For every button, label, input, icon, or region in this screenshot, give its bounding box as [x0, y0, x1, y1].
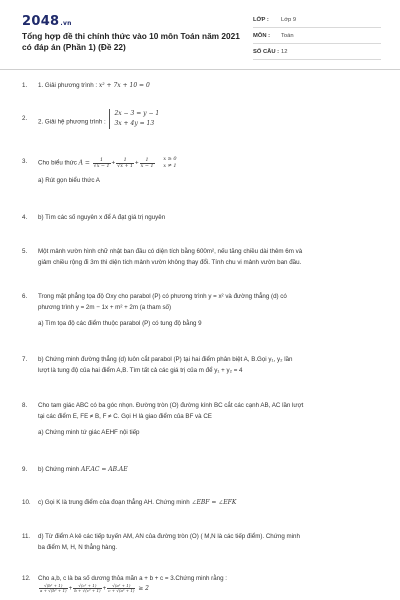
question-number: 11.: [22, 533, 31, 540]
question-number: 5.: [22, 248, 28, 255]
question-line: Trong mặt phẳng tọa độ Oxy cho parabol (P) có phương trình y = x² và đường thẳng (d) có: [38, 293, 287, 300]
question-line: Cho tam giác ABC có ba góc nhọn. Đường tròn (O) đường kính BC cắt các cạnh AB, AC lần lượt: [38, 402, 304, 409]
meta-row-count: [253, 44, 381, 60]
expression-a: A =: [78, 159, 90, 167]
question-number: 9.: [22, 466, 28, 473]
meta-key: MÔN :: [253, 32, 271, 39]
site-logo[interactable]: 2048.vn: [22, 14, 72, 29]
fraction-3: $\frac{1}{x - 1}$: [140, 157, 154, 169]
domain-condition: x ≥ 0 x ≠ 1: [163, 156, 177, 169]
fraction-2: $\frac{1}{√x + 1}$: [117, 157, 134, 169]
question-line: b) Chứng minh đường thẳng (d) luôn cắt parabol (P) tại hai điểm phân biệt A, B.Gọi y₁, y₂ lần: [38, 356, 293, 363]
question-text: Cho a,b, c là ba số dương thỏa mãn a + b + c = 3.Chứng minh rằng :: [38, 575, 227, 582]
document-header: [0, 0, 400, 70]
question-line: ba điểm M, H, N thẳng hàng.: [38, 544, 118, 551]
equation-system: [109, 109, 159, 129]
question-number: 6.: [22, 293, 28, 300]
question-12: [22, 573, 382, 593]
question-3: 3. Cho biểu thức A = $\frac{1}{√x - 1}$ + $\frac{1}{√x + 1}$ + $\frac{1}{x - 1}$ x ≥ 0 x ≠ 1 a) Rút gọn biểu thức A: [22, 156, 382, 186]
meta-key: SỐ CÂU :: [253, 48, 280, 55]
fraction-3: $\frac{\text{√(a² + 1)}}{\text{c + √(a² + 1)}}$: [108, 583, 135, 593]
meta-key: LỚP :: [253, 16, 269, 23]
question-4: [22, 212, 382, 223]
question-number: 7.: [22, 356, 28, 363]
equation-1: 2x − 3 = y − 1: [114, 110, 160, 117]
equation: AF.AC = AB.AE: [81, 466, 128, 473]
question-text: 1. Giải phương trình :: [38, 82, 98, 89]
inequality-rhs: ≥ 2: [138, 585, 149, 593]
question-10: [22, 497, 382, 508]
question-1: [22, 80, 382, 91]
question-line: lượt là tung độ của hai điểm A,B. Tìm tất cả các giá trị của m để y₁ + y₂ = 4: [38, 367, 243, 374]
question-8: [22, 400, 382, 438]
meta-row-subject: [253, 28, 381, 44]
question-6: [22, 291, 382, 329]
question-text: b) Chứng minh: [38, 466, 80, 473]
equation-2: 3x + 4y = 13: [114, 120, 155, 127]
question-number: 3.: [22, 158, 28, 165]
equation: x² + 7x + 10 = 0: [98, 82, 150, 89]
question-line: Một mảnh vườn hình chữ nhật ban đầu có diện tích bằng 600m², nếu tăng chiều dài thêm 6m và: [38, 248, 303, 255]
question-text: Cho biểu thức: [38, 159, 77, 167]
meta-value: Toán: [281, 32, 294, 39]
equation: ∠EBF = ∠EFK: [191, 499, 237, 506]
question-number: 8.: [22, 402, 28, 409]
question-number: 12.: [22, 575, 31, 582]
question-number: 4.: [22, 214, 28, 221]
question-2: [22, 111, 382, 129]
question-5: [22, 246, 382, 268]
meta-table: [253, 12, 381, 60]
question-11: [22, 531, 382, 553]
meta-value: Lớp 9: [281, 16, 297, 23]
document-title: Tổng hợp đề thi chính thức vào 10 môn Toán năm 2021 có đáp án (Phần 1) (Đề 22): [22, 31, 240, 52]
question-9: [22, 464, 382, 475]
sub-question: a) Chứng minh tứ giác AEHF nội tiếp: [38, 429, 140, 436]
question-line: giảm chiều rộng đi 3m thì diện tích mảnh vườn không thay đổi. Tính chu vi mảnh vườn ban đầu.: [38, 259, 302, 266]
question-7: [22, 354, 382, 376]
question-line: phương trình y = 2m − 1x + m² + 2m (a tham số): [38, 304, 172, 311]
question-number: 1.: [22, 82, 28, 89]
question-text: b) Tìm các số nguyên x để A đạt giá trị nguyên: [38, 214, 166, 221]
fraction-2: $\frac{\text{√(c² + 1)}}{\text{b + √(c² + 1)}}$: [74, 583, 101, 593]
question-line: tại các điểm E, FE ≠ B, F ≠ C. Gọi H là giao điểm của BF và CE: [38, 413, 212, 420]
question-text: c) Gọi K là trung điểm của đoạn thẳng AH. Chứng minh: [38, 499, 190, 506]
meta-value: 12: [281, 48, 288, 55]
question-text: 2. Giải hệ phương trình :: [38, 118, 106, 126]
meta-row-class: [253, 12, 381, 28]
question-line: d) Từ điểm A kẻ các tiếp tuyến AM, AN của đường tròn (O) ( M,N là các tiếp điểm). Chứng minh: [38, 533, 300, 540]
sub-question: a) Rút gọn biểu thức A: [38, 177, 100, 184]
question-number: 2.: [22, 115, 28, 122]
sub-question: a) Tìm tọa độ các điểm thuộc parabol (P) có tung độ bằng 9: [38, 320, 202, 327]
fraction-1: $\frac{1}{√x - 1}$: [93, 157, 110, 169]
fraction-1: $\frac{\text{√(b² + 1)}}{\text{a + √(b² + 1)}}$: [40, 583, 67, 593]
inequality: $\frac{\text{√(b² + 1)}}{\text{a + √(b² + 1)}}$ + $\frac{\text{√(c² + 1)}}{\text{b + √(c² + 1)}}$ + $\frac{\text{√(a² + 1)}}{\text{c + √(a² + 1)}}$ ≥ 2: [40, 583, 149, 593]
question-number: 10.: [22, 499, 31, 506]
